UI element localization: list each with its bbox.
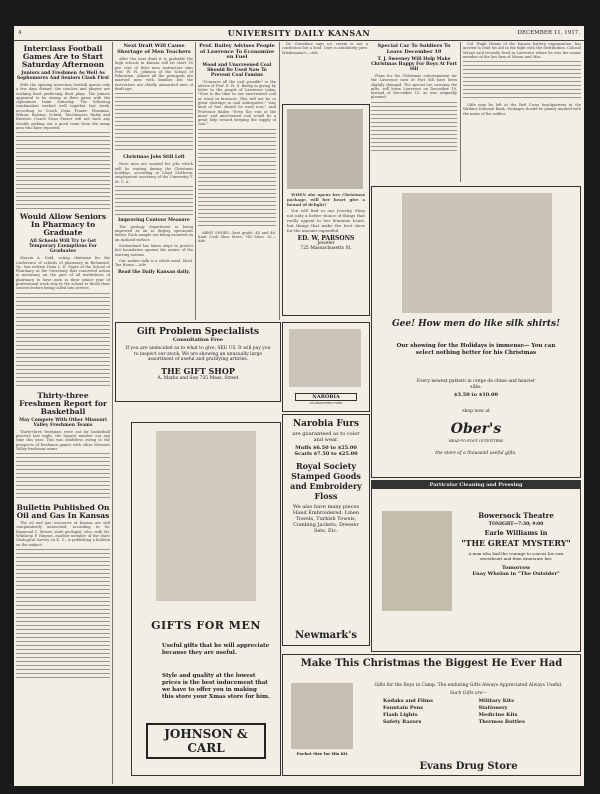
gift-title: Gift Problem Specialists bbox=[136, 327, 260, 337]
evans-body: Gifts for the Boys in Camp. The enduring Gifts Always Appreciated Always Useful. bbox=[374, 683, 563, 688]
article-text-block bbox=[115, 186, 193, 216]
column-5 bbox=[463, 42, 581, 182]
article-text-block bbox=[198, 129, 276, 229]
column-rule bbox=[195, 42, 196, 320]
article-headline: Would Allow Seniors In Pharmacy to Graduate bbox=[19, 212, 107, 238]
issue-date: DECEMBER 11, 1917. bbox=[517, 30, 580, 36]
evans-pocket: Pocket Size for His Kit bbox=[296, 751, 348, 756]
cleaning-banner: Particular Cleaning and Pressing bbox=[372, 481, 580, 489]
shirt-body: Our showing for the Holidays is immense— You can select nothing better for his Christmas bbox=[396, 343, 556, 356]
gift-shop-name: THE GIFT SHOP bbox=[161, 365, 235, 376]
column-rule bbox=[112, 42, 113, 784]
obers-tagline: HEAD-TO-FOOT OUTFITTERS bbox=[448, 439, 504, 443]
narobia-body: are guaranteed as to color and wear. bbox=[292, 431, 360, 443]
article-headline: Improving Contour Measure bbox=[118, 217, 190, 223]
narobia-illustration-box bbox=[282, 322, 370, 412]
article-body: Gifts may be left at the Red Cross headquarters in the Watkins National Bank. Packages should be plainly marked with the name of the soldier. bbox=[463, 103, 581, 116]
column-4 bbox=[371, 42, 457, 182]
article-headline: Bulletin Published On Oil and Gas In Kansas bbox=[16, 503, 110, 521]
parsons-jewelry-ad bbox=[282, 104, 370, 316]
article-body: The oil and gas resources of Kansas are still comparatively untouched, according to Dr. Raymond C. Moore, state geologist, who, with Mr. Winthrop P. Haynes, another member of the State Geological Survey on K. U., is publishing a bulletin on the subject. bbox=[16, 521, 110, 547]
gift-sub: Consultation Free bbox=[172, 337, 224, 343]
article-subhead: T. J. Sweeney Will Help Make Christmas Happy For Boys At Fort Sill bbox=[371, 57, 457, 72]
jeweler-address: 725 Massachusetts St. bbox=[300, 245, 352, 251]
article-body: Marvin A. Nold, acting chairman for the conference of schools of pharmacy at Richmond, Va., has written Dean L. E. Sayre of the School of Pharmacy at the University that concerted action is necessary on the part of all institutions of pharmacy to have men in their senior year of professional work stay in the school to finish their courses before being called into service. bbox=[16, 256, 110, 291]
theatre-description: A man who had the courage to convict his own sweetheart and then exonerate her. bbox=[468, 551, 564, 561]
article-headline: Interclass Football Games Are to Start Saturday Afternoon bbox=[21, 44, 105, 69]
bowersock-theatre-ad bbox=[371, 480, 581, 652]
article-text-block bbox=[115, 93, 193, 153]
floss-title: Royal Society Stamped Goods and Embroidery Floss bbox=[290, 461, 362, 501]
jeweler-lead: WHEN she opens her Christmas package, will her heart give a bound of delight? bbox=[287, 192, 365, 207]
newmarks-name: Newmark's bbox=[294, 630, 358, 641]
article-body: After the next draft it is probable the high schools in Kansas will be short 50 per cent of their men instructors says Prof. W. H. Johnson of the School of Education. Almost all the principals are married men with families but the instructors are chiefly unmarried men of draft age. bbox=[115, 57, 193, 92]
window-illustration bbox=[287, 109, 363, 189]
theatre-star: Earle Williams in bbox=[484, 529, 548, 537]
theatre-next-feature: Enay Whelan in "The Outsider" bbox=[472, 571, 560, 577]
camera-illustration bbox=[291, 683, 353, 749]
actor-portrait bbox=[382, 511, 452, 611]
evans-item: Kodaks and Films bbox=[383, 697, 433, 704]
jeweler-body: You will find in our Jewelry Shop not only a better choice of things that really appeal to her feminine heart, but things that make the best show for the amount expended. bbox=[287, 208, 365, 233]
column-1 bbox=[16, 42, 110, 782]
evans-drug-store-ad bbox=[282, 654, 581, 776]
obers-sub: the store of a thousand useful gifts. bbox=[435, 451, 517, 456]
fur-illustration bbox=[289, 329, 361, 387]
article-subhead: All Schools Will Try to Get Temporary Exemptions For Graduates bbox=[29, 239, 97, 255]
theatre-name: Bowersock Theatre bbox=[478, 511, 554, 520]
newspaper-page bbox=[14, 26, 584, 786]
shirt-price: $3.50 to $10.00 bbox=[454, 392, 498, 398]
article-headline: Special Car To Soldiers To Leave December 19 bbox=[377, 43, 451, 55]
man-illustration bbox=[156, 431, 256, 601]
article-body: Dr. Crumbine says ice cream is not a confection but a food. Ours is absolutely pure. Wiedemann's.—Adv. bbox=[282, 42, 368, 55]
evans-item: Military Kits bbox=[478, 697, 514, 704]
evans-store-name: Evans Drug Store bbox=[419, 761, 518, 772]
article-headline: Christmas Jobs Still Left bbox=[123, 155, 185, 161]
article-text-block bbox=[16, 549, 110, 679]
theatre-tomorrow: Tomorrow bbox=[501, 565, 530, 571]
article-body: Our walnut milk is a whole meal. Ideal. Tea House.—Adv. bbox=[115, 258, 193, 268]
obers-silk-shirts-ad bbox=[371, 186, 581, 478]
article-subhead: Wood and Unscreened Coal Should Be Used Now To Prevent Coal Famine bbox=[202, 62, 272, 78]
column-rule bbox=[279, 42, 280, 320]
column-4-top bbox=[282, 42, 368, 102]
jeweler-type: Jeweler bbox=[317, 241, 335, 247]
gift-shop-address: A. Marks and Son 735 Mass. Street bbox=[157, 375, 239, 381]
shop-at: shop now at bbox=[462, 409, 490, 414]
article-subhead: May Compete With Other Missouri Valley Freshmen Teams bbox=[19, 417, 107, 428]
article-text-block bbox=[16, 453, 110, 501]
shirt-headline: Gee! How men do like silk shirts! bbox=[391, 319, 561, 329]
gift-shop-ad bbox=[115, 322, 281, 402]
article-body: More men are wanted for jobs which will be waiting during the Christmas holidays, according to Lloyd McHenry, employment secretary of the University Y. M. C. A. bbox=[115, 162, 193, 184]
article-body: Thirty-three freshmen were out for basketball practice last night, the largest number out any time this year. This was doubtless owing to the prospects of freshmen games with other Missouri Valley freshman teams. bbox=[16, 429, 110, 451]
article-body: The geology department is being improved as an to display specimens better. Each sample are being mounted on an inclined surface. bbox=[115, 224, 193, 242]
paper-title: UNIVERSITY DAILY KANSAN bbox=[227, 28, 371, 38]
evans-item-list bbox=[363, 698, 574, 726]
article-body: Switzerland has taken steps to protect her boundaries against the armies of the warring nations. bbox=[115, 244, 193, 257]
evans-item: Thermos Bottles bbox=[478, 718, 525, 725]
evans-item: Stationery bbox=[478, 704, 508, 711]
narobia-logo: NAROBIA bbox=[295, 393, 357, 401]
article-text-block bbox=[16, 132, 110, 210]
narobia-scarfs-price: Scarfs $7.50 to $25.00 bbox=[294, 451, 358, 457]
article-subhead: Juniors and Freshmen As Well As Sophomores And Seniors Clash First bbox=[16, 71, 110, 81]
masthead bbox=[14, 26, 584, 41]
narobia-muffs-price: Muffs $6.50 to $25.00 bbox=[295, 445, 357, 451]
obers-logo: Ober's bbox=[450, 421, 502, 437]
column-3 bbox=[198, 42, 276, 320]
narobia-logo-sub: GUARANTEED FURS bbox=[309, 401, 343, 405]
article-body: Col. Hugh Means of the Kansas battery organization, has arrived to lend his aid in the fight with the distribution. Colonel Means said recently lived in Lawrence where he was the senior member of the law firm of Means and Mac. bbox=[463, 42, 581, 59]
evans-item: Safety Razors bbox=[383, 718, 422, 725]
article-headline: Prof. Bailey Advises People of Lawrence To Economize on Fuel bbox=[199, 43, 275, 60]
theatre-film-title: "THE GREAT MYSTERY" bbox=[461, 538, 571, 548]
shirt-sub: Every newest pattern in crepe de chine and heavier silks. bbox=[416, 379, 536, 390]
evans-headline: Make This Christmas the Biggest He Ever Had bbox=[300, 658, 563, 669]
article-headline: Next Draft Will Cause Shortage of Men Teachers bbox=[117, 43, 191, 55]
johnson-carl-logo: JOHNSON & CARL bbox=[146, 723, 266, 759]
article-text-block bbox=[16, 293, 110, 389]
article-headline: Thirty-three Freshmen Report for Basketball bbox=[19, 390, 107, 416]
men-body-2: Style and quality at the lowest prices is the best inducement that we have to offer you in making this store your Xmas store for him. bbox=[162, 673, 270, 700]
article-text-block bbox=[463, 61, 581, 101]
evans-list-head: Such Gifts are— bbox=[449, 690, 488, 696]
column-rule bbox=[460, 42, 461, 182]
article-body: Plans for the Christmas entertainment for the Lawrence men at Fort Sill have been slightly changed. The special car, carrying the gifts, will leave Lawrence on December 19, instead of December 15, as was originally planned. bbox=[371, 74, 457, 100]
men-body-1: Useful gifts that he will appreciate because they are useful. bbox=[162, 643, 270, 656]
article-text-block bbox=[371, 102, 457, 152]
shoppers-illustration bbox=[402, 193, 552, 313]
article-body: With the opening interclass football games only a few days distant, the coaches and players are working hard perfecting their plays. The juniors appeared to be strong in their game with the sophomore team Saturday. The following combination worked well together last week, according to Coach Dean Frazer: Wineman, Wilson, Ralston, Scheid, Tischhauser, Haley and Barstow. Coach Dean Frazer will not have any trouble picking out a good team from the many men who have reported. bbox=[16, 83, 110, 130]
column-2 bbox=[115, 42, 193, 320]
page-number: 4 bbox=[18, 30, 22, 36]
gift-body: If you are undecided as to what to give, SEE US. It will pay you to inspect our stock. We are showing an unusually large assortment of useful and gratifying articles. bbox=[125, 346, 271, 362]
men-headline: GIFTS FOR MEN bbox=[151, 619, 261, 632]
jeweler-name: ED. W. PARSONS bbox=[297, 235, 355, 243]
article-body: "Conserve all the coal possible" is the advice of Prof. E. H. S. Bailey in giving by letter to the people of Lawrence today. "Now is the time to use unscreened coal or wood in furnaces. This will not be so great shortage in coal anticipated." "Any kind of fuel should be used now," said Professor Bailey. "Even the 'run of the mine' and unscreened coal would be a great help toward keeping the supply of coal." bbox=[198, 79, 276, 127]
newmarks-ad bbox=[282, 414, 370, 646]
narobia-title: Narobia Furs bbox=[292, 419, 360, 429]
article-signoff: Read the Daily Kansan daily. bbox=[118, 269, 190, 275]
article-body: ARMY SHOES—best grade, $5 and $6. Kant Cook Shoe Store, 745 Mass. St.—Adv. bbox=[198, 230, 276, 244]
evans-item: Fountain Pens bbox=[383, 704, 423, 711]
floss-body: We also have many pieces Hand Embroidered. Linen Towels, Turkish Towels, Combing Jackets, Dresser Sets, Etc. bbox=[292, 504, 360, 534]
theatre-showtimes: TONIGHT—7:30; 9:00 bbox=[488, 522, 544, 527]
evans-item: Medicine Kits bbox=[478, 711, 518, 718]
evans-item: Flash Lights bbox=[383, 711, 418, 718]
johnson-carl-ad bbox=[131, 422, 281, 776]
